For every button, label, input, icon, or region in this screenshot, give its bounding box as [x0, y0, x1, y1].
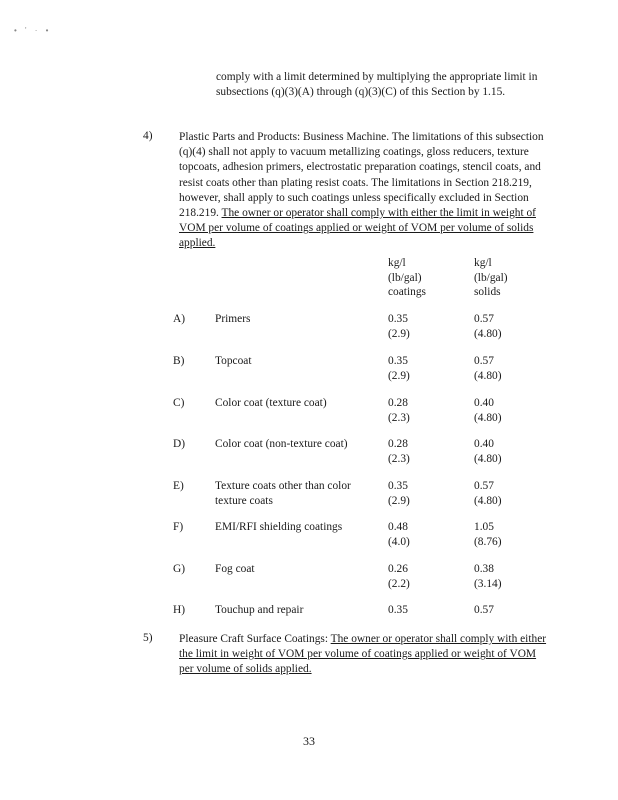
row-label: A): [173, 313, 186, 325]
row-label: D): [173, 438, 186, 450]
col2-header-unit-alt: (lb/gal): [474, 271, 508, 284]
row-coatings-value: 0.35 (2.9): [388, 355, 410, 382]
row-solids-value: 0.57 (4.80): [474, 355, 502, 382]
col2-header-basis: solids: [474, 286, 501, 298]
col1-header-unit-alt: (lb/gal): [388, 271, 422, 284]
row-coating-name: Primers: [215, 313, 251, 325]
row-label: C): [173, 397, 185, 409]
col1-header-basis: coatings: [388, 286, 426, 298]
row-coating-name: Fog coat: [215, 563, 255, 575]
row-coating-name: Color coat (texture coat): [215, 397, 327, 409]
row-label: B): [173, 355, 185, 367]
row-coatings-value: 0.26 (2.2): [388, 563, 410, 590]
page-number: 33: [303, 734, 315, 748]
row-coatings-value: 0.28 (2.3): [388, 438, 410, 465]
row-solids-value: 1.05 (8.76): [474, 521, 502, 548]
row-coatings-value: 0.35: [388, 604, 408, 616]
scan-specks: • ' · •: [14, 26, 52, 35]
item-5-text: Pleasure Craft Surface Coatings:: [179, 633, 328, 645]
item-4-number: 4): [143, 130, 153, 142]
row-coating-name: Touchup and repair: [215, 604, 304, 616]
col2-header-unit: kg/l: [474, 257, 492, 269]
item-5-underlined-text: The owner or operator shall comply with either the limit in weight of VOM per volume of coatings applied or weight of VOM per volume of solids applied.: [179, 633, 547, 676]
row-coatings-value: 0.48 (4.0): [388, 521, 410, 548]
col1-header-unit: kg/l: [388, 257, 406, 269]
row-coating-name: Color coat (non-texture coat): [215, 438, 348, 450]
item-4-underlined-text: The owner or operator shall comply with either the limit in weight of VOM per volume of coatings applied or weight of VOM per volume of solids applied.: [179, 207, 536, 250]
row-label: H): [173, 604, 186, 616]
row-coating-name: EMI/RFI shielding coatings: [215, 521, 343, 533]
row-label: F): [173, 521, 184, 533]
col2-header: [474, 256, 508, 300]
item-4-paragraph: [179, 130, 547, 252]
row-label: E): [173, 480, 184, 492]
row-solids-value: 0.57 (4.80): [474, 480, 502, 507]
intro-paragraph: comply with a limit determined by multiplying the appropriate limit in subsections (q)(3)(A) through (q)(3)(C) of this Section by 1.15.: [216, 71, 538, 99]
row-solids-value: 0.38 (3.14): [474, 563, 502, 590]
row-solids-value: 0.57: [474, 604, 494, 616]
item-5-paragraph: [179, 632, 547, 678]
row-coatings-value: 0.28 (2.3): [388, 397, 410, 424]
row-coatings-value: 0.35 (2.9): [388, 480, 410, 507]
item-4-text: Plastic Parts and Products: Business Machine. The limitations of this subsection (q)(4) shall not apply to vacuum metallizing coatings, gloss reducers, texture topcoats, adhesion primers, electrostatic preparation coatings, stencil coats, and resist coats other than plating resist coats. The limitations in Section 218.219, however, shall apply to such coatings unless specifically excluded in Section 218.219.: [179, 131, 544, 220]
col1-header: [388, 256, 426, 300]
item-5-number: 5): [143, 632, 153, 644]
row-solids-value: 0.57 (4.80): [474, 313, 502, 340]
row-coating-name: Texture coats other than color texture coats: [215, 480, 351, 507]
row-solids-value: 0.40 (4.80): [474, 438, 502, 465]
row-solids-value: 0.40 (4.80): [474, 397, 502, 424]
row-coating-name: Topcoat: [215, 355, 252, 367]
row-label: G): [173, 563, 186, 575]
row-coatings-value: 0.35 (2.9): [388, 313, 410, 340]
